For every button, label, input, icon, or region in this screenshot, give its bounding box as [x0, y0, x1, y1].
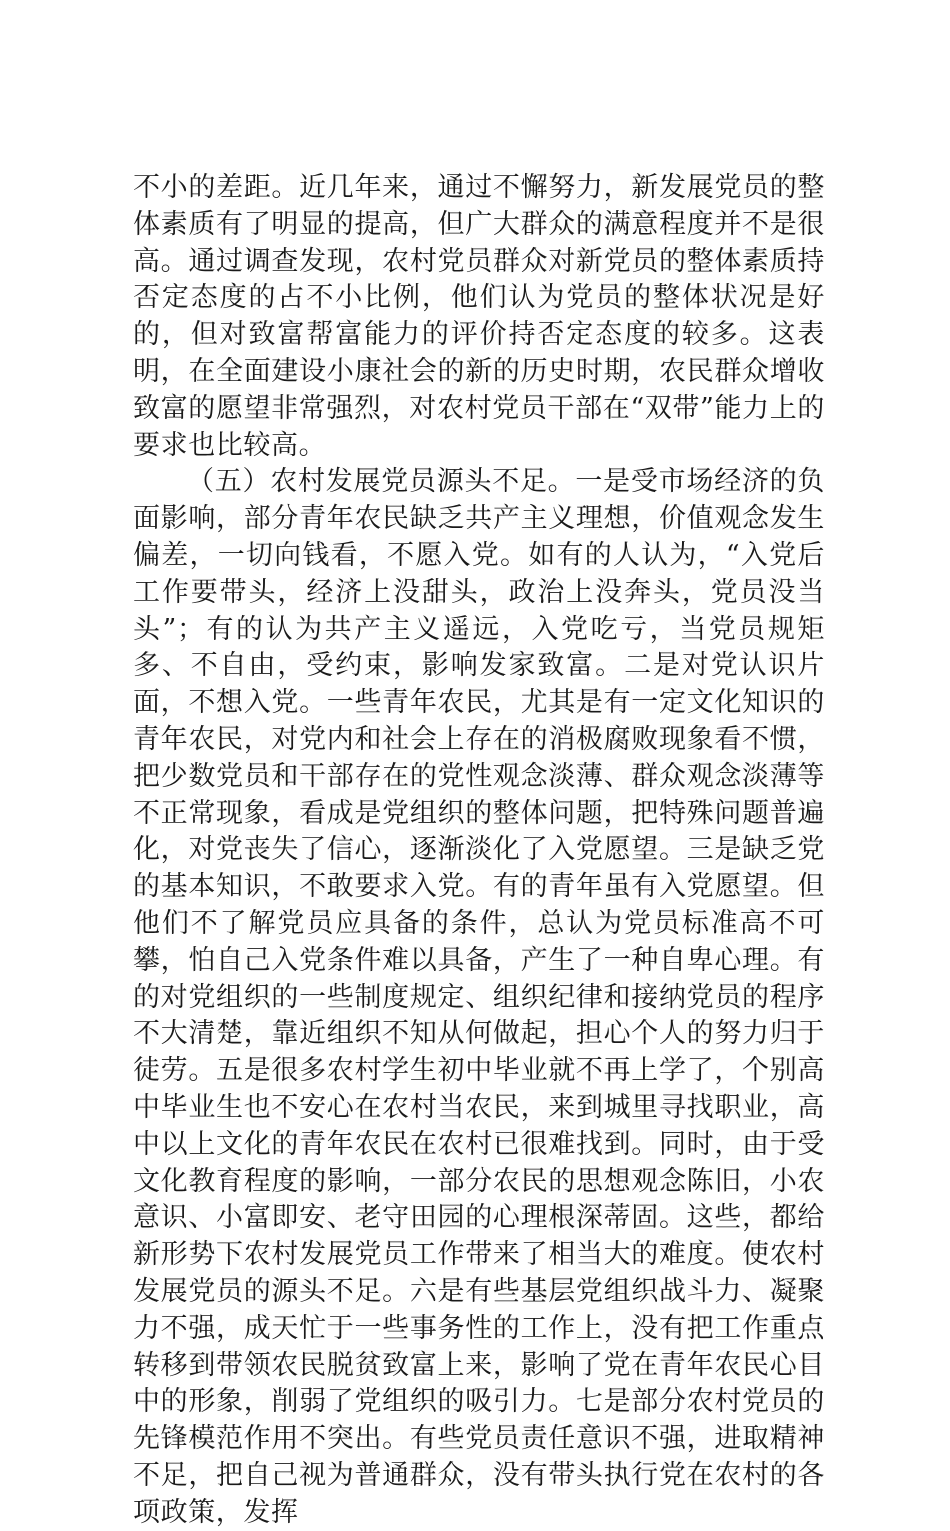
document-body: [133, 170, 825, 1531]
paragraph-section-five: （五）农村发展党员源头不足。一是受市场经济的负面影响，部分青年农民缺乏共产主义理想，价值观念发生偏差，一切向钱看，不愿入党。如有的人认为，“入党后工作要带头，经济上没甜头，政治上没奔头，党员没当头”；有的认为共产主义遥远，入党吃亏，当党员规矩多、不自由，受约束，影响发家致富。二是对党认识片面，不想入党。一些青年农民，尤其是有一定文化知识的青年农民，对党内和社会上存在的消极腐败现象看不惯，把少数党员和干部存在的党性观念淡薄、群众观念淡薄等不正常现象，看成是党组织的整体问题，把特殊问题普遍化，对党丧失了信心，逐渐淡化了入党愿望。三是缺乏党的基本知识，不敢要求入党。有的青年虽有入党愿望。但他们不了解党员应具备的条件，总认为党员标准高不可攀，怕自己入党条件难以具备，产生了一种自卑心理。有的对党组织的一些制度规定、组织纪律和接纳党员的程序不大清楚，靠近组织不知从何做起，担心个人的努力归于徒劳。五是很多农村学生初中毕业就不再上学了，个别高中毕业生也不安心在农村当农民，来到城里寻找职业，高中以上文化的青年农民在农村已很难找到。同时，由于受文化教育程度的影响，一部分农民的思想观念陈旧，小农意识、小富即安、老守田园的心理根深蒂固。这些，都给新形势下农村发展党员工作带来了相当大的难度。使农村发展党员的源头不足。六是有些基层党组织战斗力、凝聚力不强，成天忙于一些事务性的工作上，没有把工作重点转移到带领农民脱贫致富上来，影响了党在青年农民心目中的形象，削弱了党组织的吸引力。七是部分农村党员的先锋模范作用不突出。有些党员责任意识不强，进取精神不足，把自己视为普通群众，没有带头执行党在农村的各项政策，发挥: [133, 466, 825, 1528]
paragraph-continuation: 不小的差距。近几年来，通过不懈努力，新发展党员的整体素质有了明显的提高，但广大群众的满意程度并不是很高。通过调查发现，农村党员群众对新党员的整体素质持否定态度的占不小比例，他们认为党员的整体状况是好的，但对致富帮富能力的评价持否定态度的较多。这表明，在全面建设小康社会的新的历史时期，农民群众增收致富的愿望非常强烈，对农村党员干部在“双带”能力上的要求也比较高。: [133, 172, 825, 461]
